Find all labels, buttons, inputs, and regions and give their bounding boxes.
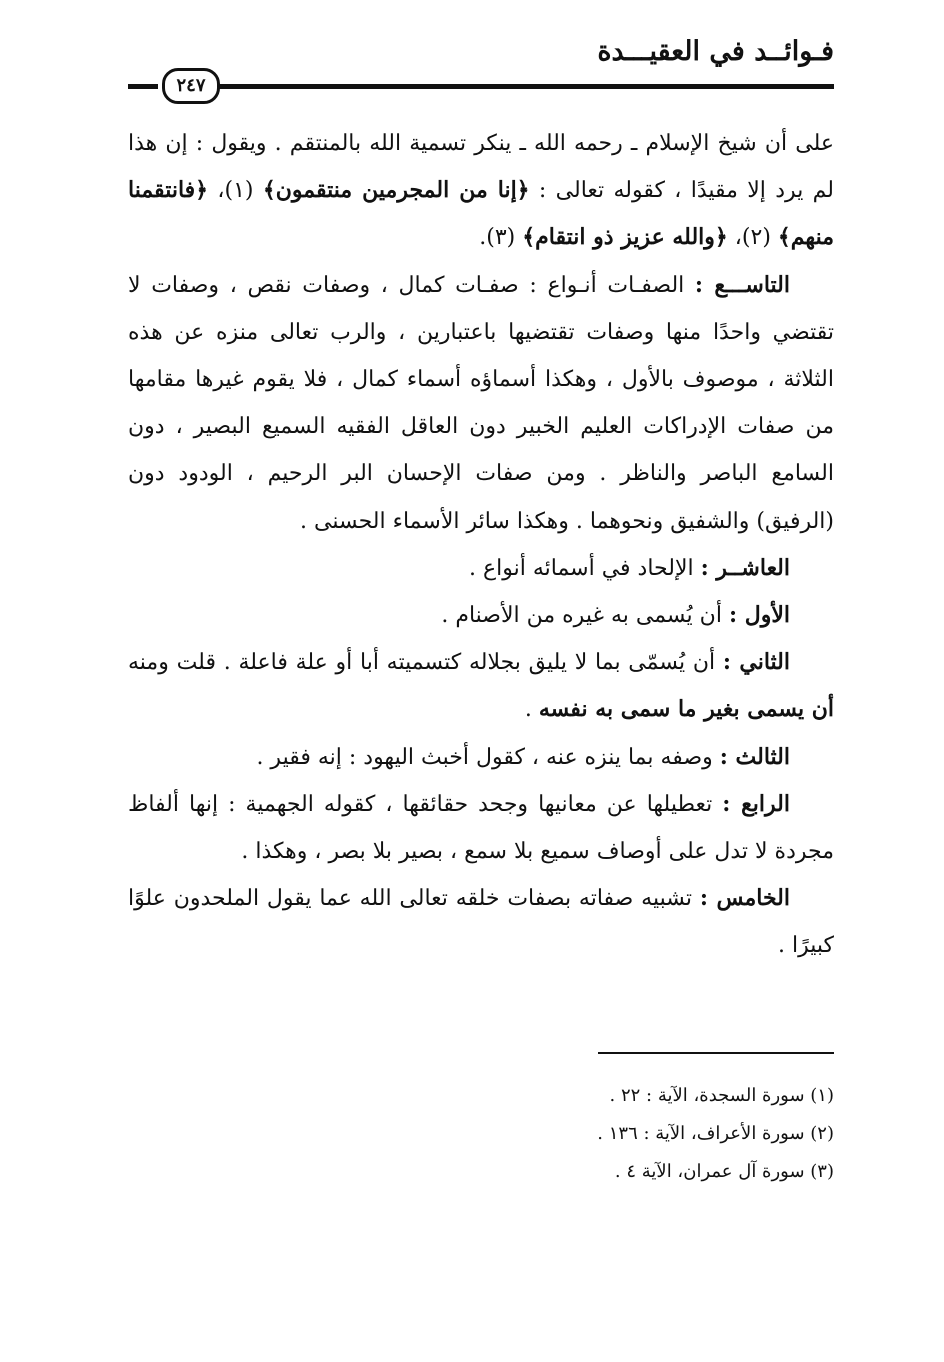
paragraph-first bbox=[128, 592, 834, 639]
fifth-label: الخامس : bbox=[699, 885, 790, 912]
paragraph-third bbox=[128, 734, 834, 781]
third-label: الثالث : bbox=[719, 743, 790, 770]
quran-quote-3: ﴿والله عزيز ذو انتقام﴾ bbox=[522, 224, 728, 251]
second-label: الثاني : bbox=[722, 649, 790, 676]
footnote-2: (٢) سورة الأعراف، الآية : ١٣٦ . bbox=[597, 1123, 834, 1144]
footnote-ref-1: (١)، bbox=[208, 178, 263, 204]
tenth-text: الإلحاد في أسمائه أنواع . bbox=[469, 555, 701, 581]
footnote-ref-2: (٢)، bbox=[727, 225, 778, 251]
second-end: . bbox=[524, 697, 539, 723]
paragraph-second bbox=[128, 639, 834, 733]
header-rule bbox=[128, 75, 834, 96]
paragraph-tenth bbox=[128, 545, 834, 592]
second-bold-text: أن يسمى بغير ما سمى به نفسه bbox=[538, 696, 834, 723]
fifth-text: تشبيه صفاته بصفات خلقه تعالى الله عما يقول الملحدون علوًا كبيرًا . bbox=[128, 886, 834, 959]
header-rule-right bbox=[218, 84, 834, 89]
ninth-label: التاســـع : bbox=[694, 271, 790, 298]
header-rule-left bbox=[128, 84, 158, 89]
tenth-label: العاشــر : bbox=[700, 554, 790, 581]
footnote-1: (١) سورة السجدة، الآية : ٢٢ . bbox=[609, 1085, 834, 1106]
paragraph-ninth bbox=[128, 262, 834, 545]
running-title: فـوائــد في العقيـــدة bbox=[597, 36, 834, 67]
third-text: وصفه بما ينزه عنه ، كقول أخبث اليهود : إنه فقير . bbox=[256, 744, 720, 770]
second-text: أن يُسمّى بما لا يليق بجلاله كتسميته أبا أو علة فاعلة . قلت ومنه bbox=[128, 650, 723, 676]
footnote-separator bbox=[598, 1052, 834, 1054]
fourth-text: تعطيلها عن معانيها وجحد حقائقها ، كقوله الجهمية : إنها ألفاظ مجردة لا تدل على أوصاف سميع بلا سمع ، بصير بلا بصر ، وهكذا . bbox=[128, 791, 834, 865]
ninth-text: الصفـات أنـواع : صفـات كمال ، وصفات نقص ، وصفات لا تقتضي واحدًا منها وصفات تقتضيها باعتبارين ، والرب تعالى منزه عن هذه الثلاثة ، موصوف بالأول ، وهكذا أسماؤه أسماء كمال ، فلا يقوم غيرها مقامها من صفات الإدراكات العليم الخبير دون العاقل الفقيه السميع البصير ، دون السامع الباصر والناظر . ومن صفات الإحسان البر الرحيم ، الودود دون (الرفيق) والشفيق ونحوهما . وهكذا سائر الأسماء الحسنى . bbox=[128, 272, 834, 534]
fourth-label: الرابع : bbox=[722, 790, 790, 817]
first-label: الأول : bbox=[728, 602, 790, 629]
paragraph-fifth bbox=[128, 875, 834, 969]
p1-text: على أن شيخ الإسلام ـ رحمه الله ـ ينكر تسمية الله بالمنتقم . ويقول : إن هذا لم يرد إلا مقيدًا ، كقوله تعالى : bbox=[128, 131, 834, 204]
paragraph-1 bbox=[128, 120, 834, 262]
main-text bbox=[128, 120, 834, 970]
quran-quote-1: ﴿إنا من المجرمين منتقمون﴾ bbox=[262, 177, 530, 204]
footnotes bbox=[300, 1077, 834, 1191]
footnote-3: (٣) سورة آل عمران، الآية ٤ . bbox=[614, 1161, 834, 1182]
footnote-ref-3: (٣). bbox=[479, 225, 523, 251]
paragraph-fourth bbox=[128, 781, 834, 875]
quran-quote-2: ﴿فانتقمنا منهم﴾ bbox=[128, 177, 834, 251]
first-text: أن يُسمى به غيره من الأصنام . bbox=[441, 603, 729, 629]
page-number: ٢٤٧ bbox=[162, 68, 220, 104]
